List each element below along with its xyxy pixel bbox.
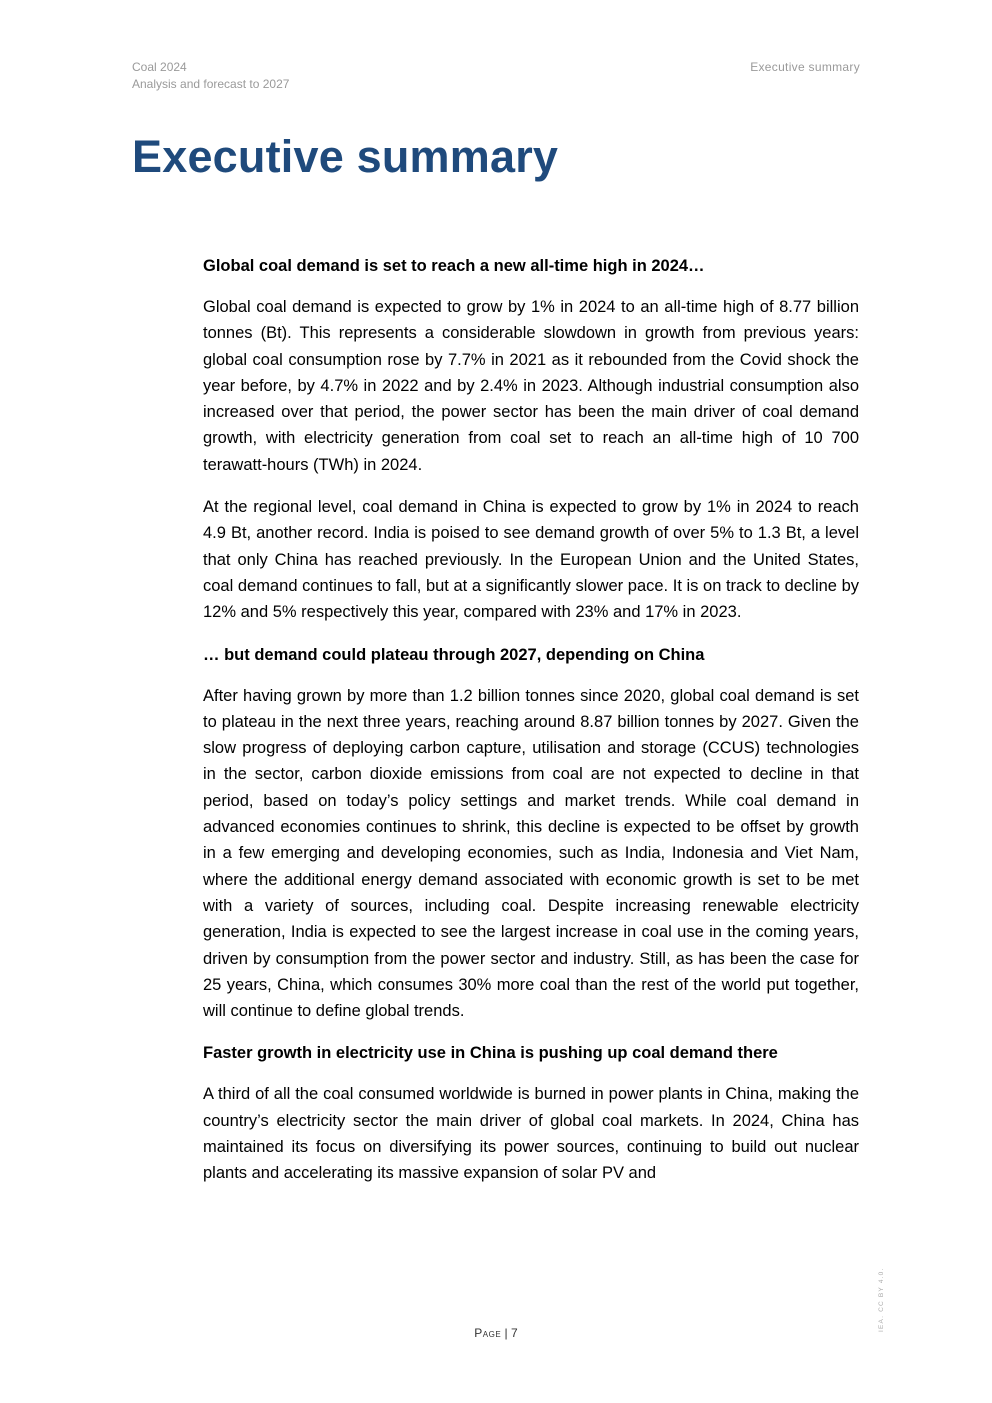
body-paragraph: A third of all the coal consumed worldwide is burned in power plants in China, making the country’s electricity sector the main driver of global coal markets. In 2024, China has maintained its focus on diversifying its power sources, continuing to build out nuclear plants and accelerating its massive expansion of solar PV and: [203, 1085, 859, 1183]
report-title: Coal 2024: [132, 60, 187, 74]
page-footer: [0, 1325, 992, 1341]
page-label: Page: [474, 1326, 502, 1340]
section-heading: … but demand could plateau through 2027, depending on China: [203, 645, 705, 664]
section-demand-plateau: [203, 642, 859, 1025]
main-content: [203, 253, 859, 1203]
body-paragraph: Global coal demand is expected to grow by 1% in 2024 to an all-time high of 8.77 billion tonnes (Bt). This represents a considerable slowdown in growth from previous years: global coal consumption rose by 7.7% in 2021 as it rebounded from the Covid shock the year before, by 4.7% in 2022 and by 2.4% in 2023. Although industrial consumption also increased over that period, the power sector has been the main driver of coal demand growth, with electricity generation from coal set to reach an all-time high of 10 700 terawatt-hours (TWh) in 2024.: [203, 298, 859, 474]
body-paragraph: After having grown by more than 1.2 billion tonnes since 2020, global coal demand is set to plateau in the next three years, reaching around 8.87 billion tonnes by 2027. Given the slow progress of deploying carbon capture, utilisation and storage (CCUS) technologies in the sector, carbon dioxide emissions from coal are not expected to decline in that period, based on today’s policy settings and market trends. While coal demand in advanced economies continues to shrink, this decline is expected to be offset by growth in a few emerging and developing economies, such as India, Indonesia and Viet Nam, where the additional energy demand associated with economic growth is set to be met with a variety of sources, including coal. Despite increasing renewable electricity generation, India is expected to see the largest increase in coal use in the coming years, driven by consumption from the power sector and industry. Still, as has been the case for 25 years, China, which consumes 30% more coal than the rest of the world put together, will continue to define global trends.: [203, 686, 859, 1021]
page-title: Executive summary: [132, 131, 559, 182]
section-heading: Faster growth in electricity use in China is pushing up coal demand there: [203, 1044, 778, 1063]
section-china-electricity: [203, 1040, 859, 1186]
section-running-header: Executive summary: [750, 60, 860, 74]
page-separator: |: [501, 1326, 511, 1340]
section-heading: Global coal demand is set to reach a new all-time high in 2024…: [203, 257, 705, 275]
page-number: 7: [511, 1326, 518, 1340]
body-paragraph: At the regional level, coal demand in China is expected to grow by 1% in 2024 to reach 4.9 Bt, another record. India is poised to see demand growth of over 5% to 1.3 Bt, a level that only China has reached previously. In the European Union and the United States, coal demand continues to fall, but at a significantly slower pace. It is on track to decline by 12% and 5% respectively this year, compared with 23% and 17% in 2023.: [203, 498, 859, 622]
report-subtitle: Analysis and forecast to 2027: [132, 77, 290, 91]
report-header: [132, 59, 289, 93]
license-watermark: IEA. CC BY 4.0.: [878, 1267, 885, 1332]
section-demand-record: [203, 253, 859, 626]
